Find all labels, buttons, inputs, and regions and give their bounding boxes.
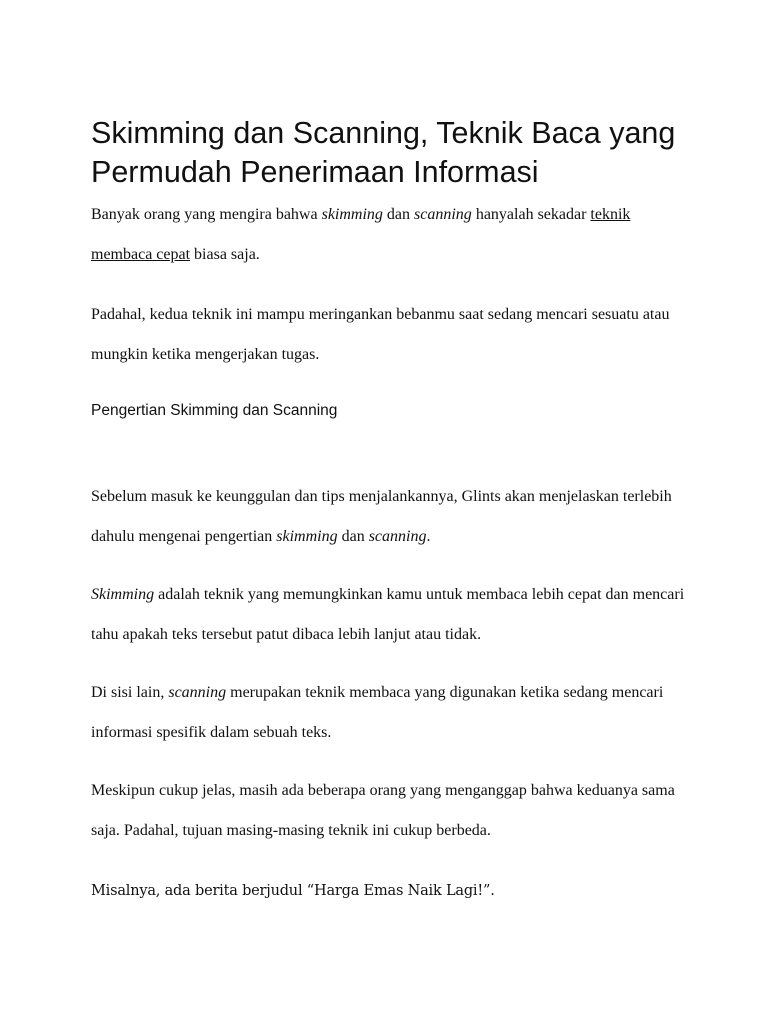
text: Di sisi lain,	[91, 684, 169, 701]
italic-term: scanning	[368, 528, 427, 545]
paragraph-misalnya: Misalnya, ada berita berjudul “Harga Emas Naik Lagi!”.	[91, 883, 495, 899]
italic-term: scanning	[168, 684, 227, 701]
paragraph-intro	[91, 195, 691, 275]
article-title: Skimming dan Scanning, Teknik Baca yang Permudah Penerimaan Informasi	[91, 116, 676, 189]
italic-term: skimming	[276, 528, 338, 545]
link-teknik-membaca-cepat[interactable]: teknik membaca cepat	[91, 206, 631, 263]
text: merupakan teknik membaca yang digunakan ketika sedang mencari informasi spesifik dalam sebuah teks.	[91, 684, 664, 741]
paragraph-sebelum	[91, 477, 691, 557]
italic-term: scanning	[414, 206, 472, 223]
paragraph-scanning-definition	[91, 673, 691, 753]
paragraph-skimming-definition	[91, 575, 691, 655]
text: Banyak orang yang mengira bahwa	[91, 206, 322, 223]
italic-term: Skimming	[91, 586, 155, 603]
italic-term: skimming	[321, 206, 383, 223]
paragraph-meskipun: Meskipun cukup jelas, masih ada beberapa orang yang menganggap bahwa keduanya sama saja. Padahal, tujuan masing-masing teknik ini cukup berbeda.	[91, 782, 675, 839]
text: .	[426, 528, 431, 545]
text: dan	[337, 528, 369, 545]
paragraph-padahal: Padahal, kedua teknik ini mampu meringankan bebanmu saat sedang mencari sesuatu atau mungkin ketika mengerjakan tugas.	[91, 306, 670, 363]
text: hanyalah sekadar	[471, 206, 591, 223]
section-heading: Pengertian Skimming dan Scanning	[91, 402, 338, 419]
text: dan	[382, 206, 415, 223]
text: adalah teknik yang memungkinkan kamu untuk membaca lebih cepat dan mencari tahu apakah teks tersebut patut dibaca lebih lanjut atau tidak.	[91, 586, 685, 643]
text: Sebelum masuk ke keunggulan dan tips menjalankannya, Glints akan menjelaskan terlebih dahulu mengenai pengertian	[91, 488, 672, 545]
text: biasa saja.	[190, 246, 260, 263]
